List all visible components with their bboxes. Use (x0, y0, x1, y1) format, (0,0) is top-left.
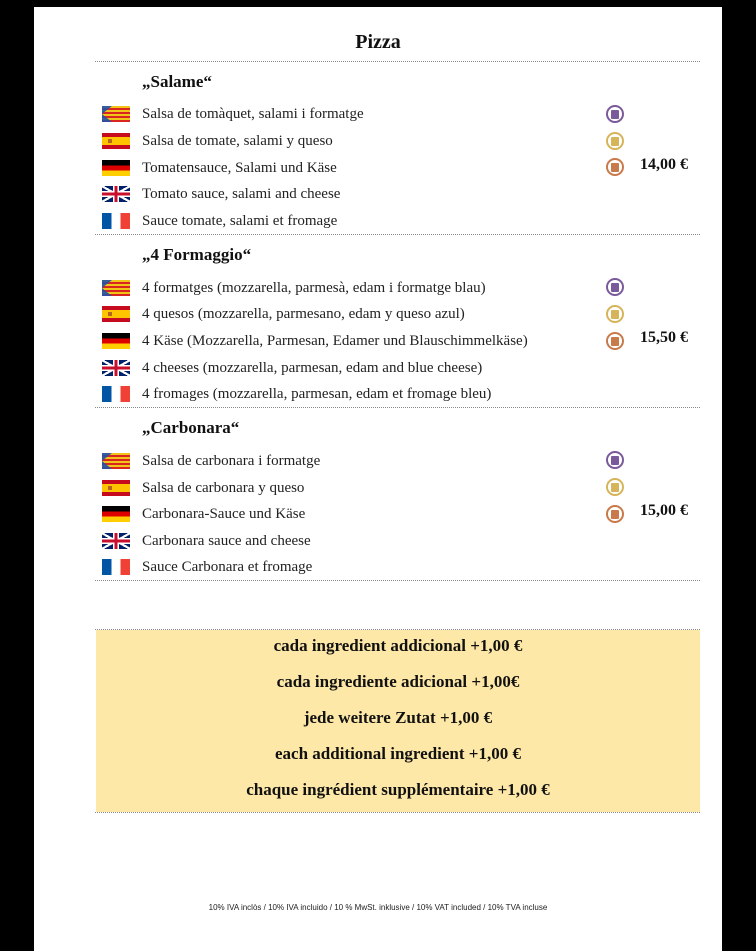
gluten-allergen-icon (606, 451, 624, 469)
divider (95, 580, 700, 581)
catalonia-flag-icon (102, 453, 130, 469)
uk-flag-icon (102, 186, 130, 202)
extras-box (96, 630, 700, 812)
divider (95, 234, 700, 235)
description-line: Salsa de carbonara i formatge (102, 451, 320, 471)
description-line: Salsa de carbonara y queso (102, 478, 304, 498)
description-line: Carbonara sauce and cheese (102, 531, 311, 551)
extra-ingredient-note: cada ingredient addicional +1,00 € (273, 636, 523, 655)
france-flag-icon (102, 386, 130, 402)
milk-allergen-icon (606, 478, 624, 496)
gluten-allergen-icon (606, 105, 624, 123)
divider (95, 61, 700, 62)
germany-flag-icon (102, 333, 130, 349)
description-line: 4 fromages (mozzarella, parmesan, edam et fromage bleu) (102, 384, 491, 404)
extra-ingredient-note: jede weitere Zutat +1,00 € (303, 708, 493, 727)
price: 15,50 € (640, 329, 688, 346)
milk-allergen-icon (606, 305, 624, 323)
description-line: Carbonara-Sauce und Käse (102, 504, 305, 524)
catalonia-flag-icon (102, 106, 130, 122)
vat-footer: 10% IVA inclòs / 10% IVA incluido / 10 % MwSt. inklusive / 10% VAT included / 10% TVA incluse (208, 903, 548, 912)
description-line: Salsa de tomàquet, salami i formatge (102, 104, 364, 124)
pizza-name: „Salame“ (142, 72, 212, 91)
allergen-icon (606, 332, 624, 350)
description-line: 4 formatges (mozzarella, parmesà, edam i formatge blau) (102, 278, 486, 298)
spain-flag-icon (102, 133, 130, 149)
allergen-icon (606, 158, 624, 176)
uk-flag-icon (102, 360, 130, 376)
description-line: Sauce tomate, salami et fromage (102, 211, 337, 231)
germany-flag-icon (102, 160, 130, 176)
pizza-name: „Carbonara“ (142, 418, 240, 437)
description-line: Tomato sauce, salami and cheese (102, 184, 340, 204)
divider (95, 812, 700, 813)
price: 15,00 € (640, 502, 688, 519)
germany-flag-icon (102, 506, 130, 522)
allergen-icon (606, 505, 624, 523)
extra-ingredient-note: chaque ingrédient supplémentaire +1,00 € (246, 780, 550, 799)
gluten-allergen-icon (606, 278, 624, 296)
menu-page (34, 7, 722, 951)
spain-flag-icon (102, 306, 130, 322)
uk-flag-icon (102, 533, 130, 549)
description-line: Tomatensauce, Salami und Käse (102, 158, 337, 178)
milk-allergen-icon (606, 132, 624, 150)
description-line: 4 cheeses (mozzarella, parmesan, edam and blue cheese) (102, 358, 482, 378)
spain-flag-icon (102, 480, 130, 496)
description-line: 4 quesos (mozzarella, parmesano, edam y queso azul) (102, 304, 465, 324)
description-line: Salsa de tomate, salami y queso (102, 131, 333, 151)
extra-ingredient-note: each additional ingredient +1,00 € (275, 744, 521, 763)
pizza-name: „4 Formaggio“ (142, 245, 252, 264)
description-line: Sauce Carbonara et fromage (102, 557, 312, 577)
price: 14,00 € (640, 156, 688, 173)
extra-ingredient-note: cada ingrediente adicional +1,00€ (276, 672, 520, 691)
catalonia-flag-icon (102, 280, 130, 296)
page-title: Pizza (355, 31, 401, 53)
description-line: 4 Käse (Mozzarella, Parmesan, Edamer und Blauschimmelkäse) (102, 331, 528, 351)
france-flag-icon (102, 559, 130, 575)
divider (95, 407, 700, 408)
france-flag-icon (102, 213, 130, 229)
